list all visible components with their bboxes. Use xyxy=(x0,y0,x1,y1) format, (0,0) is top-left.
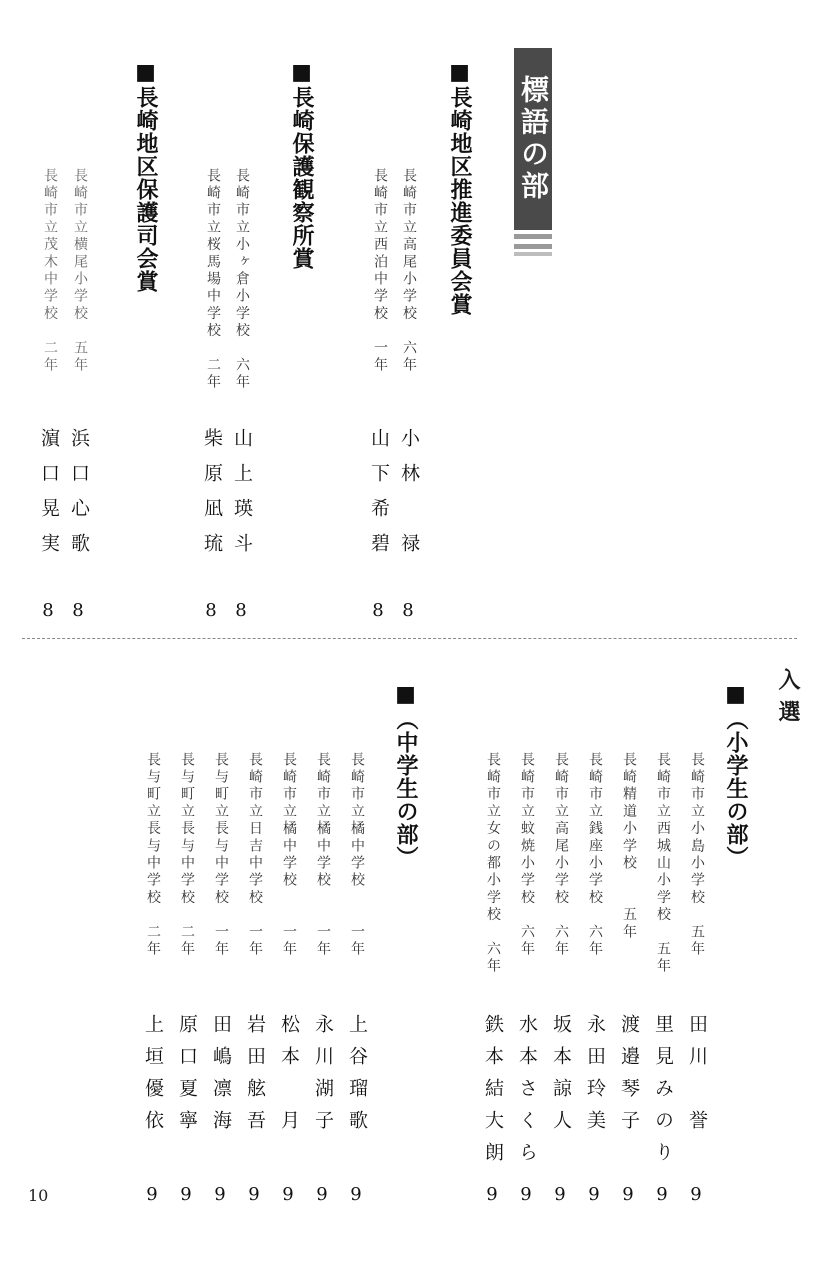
student-name: 鉄本結大朗 xyxy=(482,1014,504,1174)
student-name: 上垣優依 xyxy=(142,1014,164,1142)
school-label: 長崎市立高尾小学校 六年 xyxy=(553,752,569,959)
section-title-banner: 標語の部 xyxy=(514,48,552,230)
nyusen-title: 入選 xyxy=(775,668,800,732)
school-label: 長崎市立茂木中学校 二年 xyxy=(42,168,58,375)
junior-heading: ■（中学生の部） xyxy=(393,682,418,869)
student-name: 田嶋凛海 xyxy=(210,1014,232,1142)
school-label: 長崎市立銭座小学校 六年 xyxy=(587,752,603,959)
score: 9 xyxy=(180,1184,192,1205)
banner-band xyxy=(514,234,552,239)
student-name: 柴原凪琉 xyxy=(201,428,223,568)
score: 9 xyxy=(146,1184,158,1205)
school-label: 長与町立長与中学校 二年 xyxy=(179,752,195,959)
student-name: 山上瑛斗 xyxy=(231,428,253,568)
elementary-heading: ■（小学生の部） xyxy=(723,682,748,869)
student-name: 永川湖子 xyxy=(312,1014,334,1142)
school-label: 長崎市立高尾小学校 六年 xyxy=(401,168,417,375)
student-name: 岩田舷吾 xyxy=(244,1014,266,1142)
student-name: 渡邉琴子 xyxy=(618,1014,640,1142)
student-name: 坂本諒人 xyxy=(550,1014,572,1142)
score: 8 xyxy=(402,600,414,621)
score: 9 xyxy=(520,1184,532,1205)
score: 9 xyxy=(690,1184,702,1205)
score: 8 xyxy=(235,600,247,621)
school-label: 長崎市立日吉中学校 一年 xyxy=(247,752,263,959)
student-name: 田川 誉 xyxy=(686,1014,708,1142)
student-name: 松本 月 xyxy=(278,1014,300,1142)
score: 8 xyxy=(72,600,84,621)
school-label: 長崎市立横尾小学校 五年 xyxy=(72,168,88,375)
school-label: 長崎精道小学校 五年 xyxy=(621,752,637,942)
award-heading: ■長崎地区推進委員会賞 xyxy=(447,60,472,316)
student-name: 水本さくら xyxy=(516,1014,538,1174)
student-name: 永田玲美 xyxy=(584,1014,606,1142)
school-label: 長崎市立西泊中学校 一年 xyxy=(372,168,388,375)
score: 9 xyxy=(622,1184,634,1205)
school-label: 長崎市立小ヶ倉小学校 六年 xyxy=(234,168,250,392)
score: 8 xyxy=(372,600,384,621)
score: 8 xyxy=(42,600,54,621)
score: 9 xyxy=(214,1184,226,1205)
school-label: 長崎市立小島小学校 五年 xyxy=(689,752,705,959)
page-number: 10 xyxy=(28,1186,49,1205)
school-label: 長与町立長与中学校 一年 xyxy=(213,752,229,959)
student-name: 小林 禄 xyxy=(398,428,420,568)
score: 9 xyxy=(656,1184,668,1205)
score: 9 xyxy=(248,1184,260,1205)
school-label: 長崎市立桜馬場中学校 二年 xyxy=(205,168,221,392)
school-label: 長崎市立橘中学校 一年 xyxy=(281,752,297,959)
school-label: 長崎市立橘中学校 一年 xyxy=(315,752,331,959)
score: 9 xyxy=(486,1184,498,1205)
score: 9 xyxy=(282,1184,294,1205)
school-label: 長与町立長与中学校 二年 xyxy=(145,752,161,959)
score: 9 xyxy=(316,1184,328,1205)
award-heading: ■長崎保護観察所賞 xyxy=(289,60,314,270)
banner-band xyxy=(514,252,552,256)
section-divider xyxy=(22,638,797,639)
banner-band xyxy=(514,244,552,249)
student-name: 原口夏寧 xyxy=(176,1014,198,1142)
score: 9 xyxy=(588,1184,600,1205)
student-name: 浜口心歌 xyxy=(68,428,90,568)
score: 8 xyxy=(205,600,217,621)
score: 9 xyxy=(554,1184,566,1205)
award-heading: ■長崎地区保護司会賞 xyxy=(133,60,158,293)
student-name: 山下希碧 xyxy=(368,428,390,568)
school-label: 長崎市立橘中学校 一年 xyxy=(349,752,365,959)
student-name: 上谷瑠歌 xyxy=(346,1014,368,1142)
student-name: 里見みのり xyxy=(652,1014,674,1174)
school-label: 長崎市立蚊焼小学校 六年 xyxy=(519,752,535,959)
score: 9 xyxy=(350,1184,362,1205)
school-label: 長崎市立女の都小学校 六年 xyxy=(485,752,501,976)
student-name: 濵口晃実 xyxy=(38,428,60,568)
school-label: 長崎市立西城山小学校 五年 xyxy=(655,752,671,976)
